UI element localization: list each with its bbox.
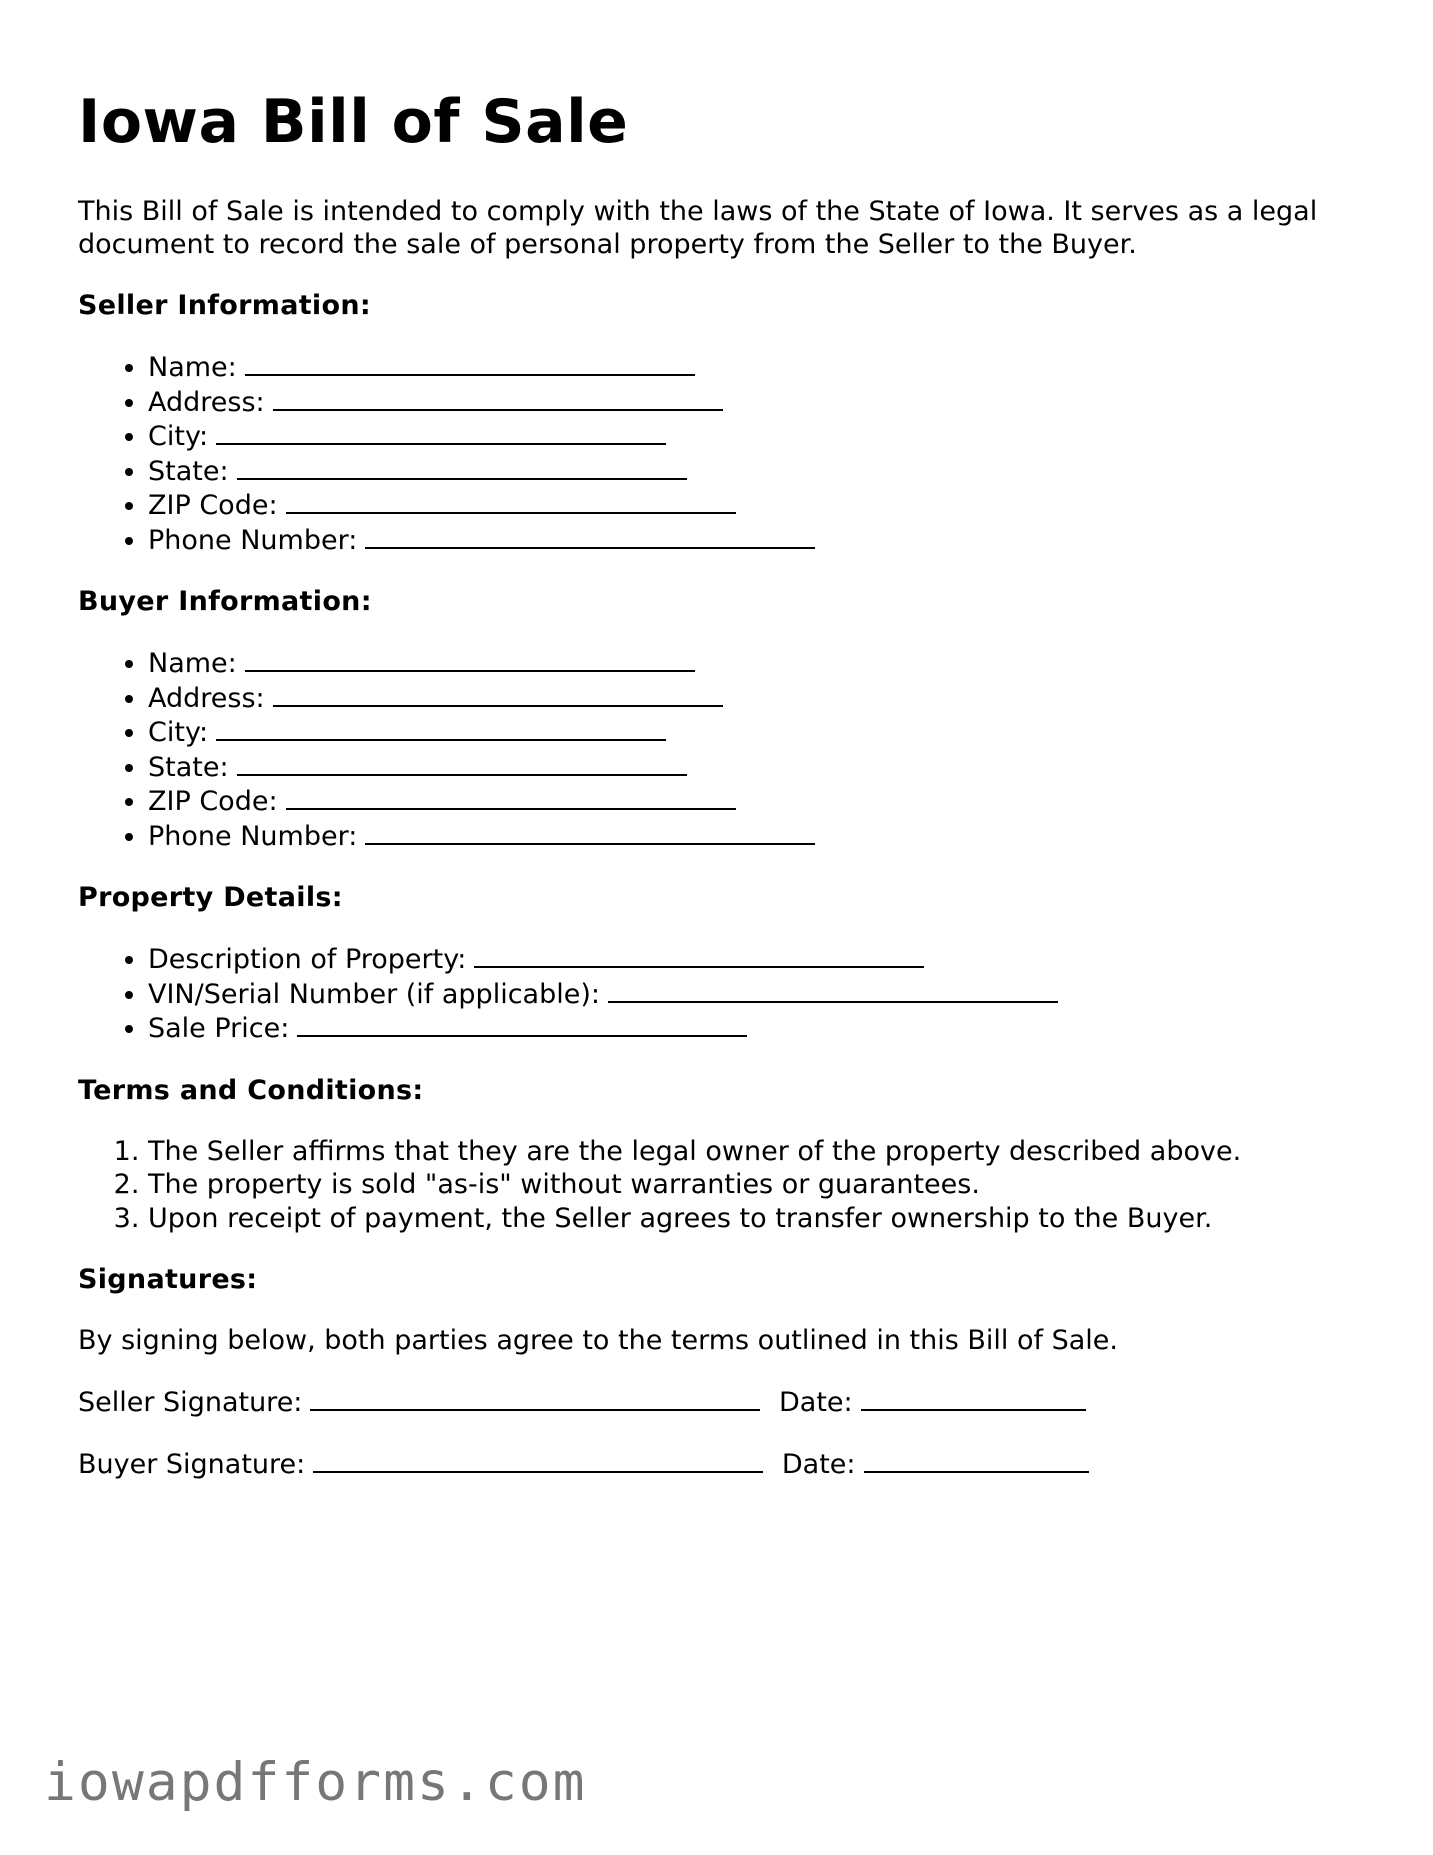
buyer-name-field: [148, 646, 1368, 681]
property-price-field: [148, 1011, 1368, 1046]
field-label: ZIP Code:: [148, 786, 278, 817]
field-label: Phone Number:: [148, 820, 358, 852]
field-label: Phone Number:: [148, 524, 358, 556]
buyer-date-blank[interactable]: [864, 1447, 1089, 1473]
seller-address-field: [148, 385, 1368, 420]
blank-line[interactable]: [216, 715, 666, 741]
blank-line[interactable]: [245, 646, 695, 672]
seller-signature-blank[interactable]: [310, 1385, 760, 1411]
site-watermark: iowapdfforms.com: [44, 1752, 587, 1813]
buyer-signature-blank[interactable]: [313, 1447, 763, 1473]
field-label: Name:: [148, 352, 237, 383]
blank-line[interactable]: [245, 350, 695, 376]
terms-item: 1. The Seller affirms that they are the legal owner of the property described above.: [148, 1135, 1368, 1169]
field-label: City:: [148, 717, 209, 748]
property-description-field: [148, 942, 1368, 977]
buyer-signature-label: Buyer Signature:: [78, 1449, 306, 1480]
buyer-heading: Buyer Information:: [78, 586, 372, 617]
seller-state-field: [148, 454, 1368, 489]
blank-line[interactable]: [237, 454, 687, 480]
document-page: [78, 88, 1368, 1481]
seller-field-list: [78, 350, 1368, 557]
seller-zip-field: [148, 488, 1368, 523]
buyer-signature-row: [78, 1447, 1368, 1481]
signatures-statement: By signing below, both parties agree to the terms outlined in this Bill of Sale.: [78, 1325, 1118, 1356]
seller-signature-label: Seller Signature:: [78, 1387, 303, 1418]
blank-line[interactable]: [286, 488, 736, 514]
property-field-list: [78, 942, 1368, 1046]
buyer-phone-field: [148, 819, 1368, 854]
buyer-address-field: [148, 681, 1368, 716]
seller-date-label: Date:: [779, 1387, 853, 1418]
signatures-heading: Signatures:: [78, 1264, 258, 1295]
seller-heading: Seller Information:: [78, 290, 371, 321]
seller-signature-row: [78, 1385, 1368, 1419]
field-label: Address:: [148, 682, 265, 714]
blank-line[interactable]: [286, 784, 736, 810]
field-label: ZIP Code:: [148, 490, 278, 521]
blank-line[interactable]: [273, 385, 723, 411]
buyer-zip-field: [148, 784, 1368, 819]
property-heading: Property Details:: [78, 882, 343, 913]
property-vin-field: [148, 977, 1368, 1012]
seller-phone-field: [148, 523, 1368, 558]
seller-name-field: [148, 350, 1368, 385]
terms-heading: Terms and Conditions:: [78, 1074, 424, 1106]
terms-item: 3. Upon receipt of payment, the Seller agrees to transfer ownership to the Buyer.: [148, 1202, 1368, 1236]
field-label: Name:: [148, 648, 237, 679]
terms-list: [78, 1135, 1368, 1236]
blank-line[interactable]: [474, 942, 924, 968]
field-label: Description of Property:: [148, 944, 467, 975]
blank-line[interactable]: [608, 977, 1058, 1003]
blank-line[interactable]: [216, 419, 666, 445]
intro-paragraph: This Bill of Sale is intended to comply with the laws of the State of Iowa. It serves as a legal document to record the sale of personal property from the Seller to the Buyer.: [78, 196, 1318, 260]
field-label: Sale Price:: [148, 1013, 290, 1044]
blank-line[interactable]: [297, 1011, 747, 1037]
field-label: VIN/Serial Number (if applicable):: [148, 978, 600, 1010]
document-title: Iowa Bill of Sale: [78, 87, 629, 157]
terms-item: 2. The property is sold "as-is" without warranties or guarantees.: [148, 1168, 1368, 1202]
buyer-state-field: [148, 750, 1368, 785]
buyer-field-list: [78, 646, 1368, 853]
field-label: State:: [148, 455, 229, 487]
blank-line[interactable]: [237, 750, 687, 776]
field-label: City:: [148, 421, 209, 452]
blank-line[interactable]: [365, 819, 815, 845]
field-label: Address:: [148, 386, 265, 418]
buyer-date-label: Date:: [781, 1449, 856, 1480]
buyer-city-field: [148, 715, 1368, 750]
seller-date-blank[interactable]: [861, 1385, 1086, 1411]
blank-line[interactable]: [273, 681, 723, 707]
blank-line[interactable]: [365, 523, 815, 549]
field-label: State:: [148, 751, 229, 783]
seller-city-field: [148, 419, 1368, 454]
